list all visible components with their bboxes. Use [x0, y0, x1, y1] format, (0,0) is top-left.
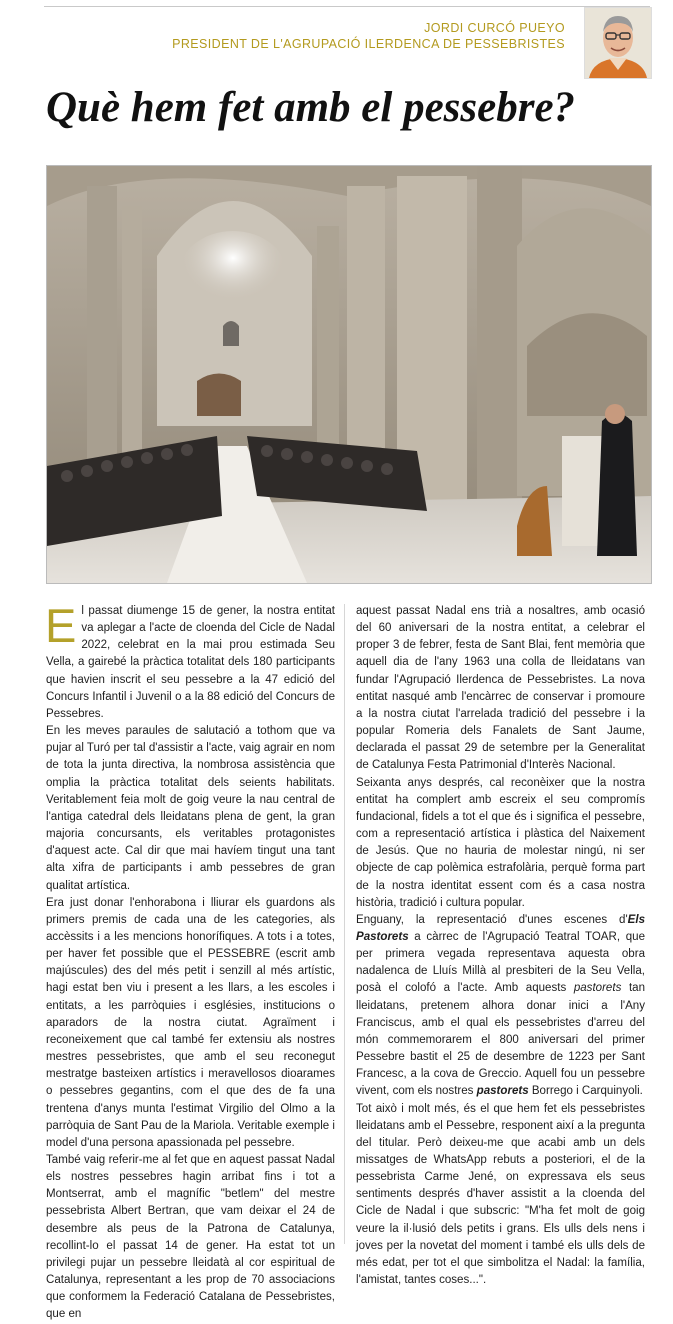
article-paragraph: També vaig referir-me al fet que en aquest passat Nadal els nostres pessebres hagin arribat fins i tot a Montserrat, amb el magnífic "betlem" del mestre pessebrista Albert Bertran, que vam deixar el 24 de desembre als peus de la Patrona de Catalunya, recollint-lo el passat 14 de gener. Ha estat tot un privilegi pujar un pessebre lleidatà al cor espiritual de Catalunya, representant a les prop de 70 associacions que conformem la Federació Catalana de Pessebristes, que en — [46, 1154, 335, 1321]
article-paragraph: Seixanta anys després, cal reconèixer que la nostra entitat ha complert amb escreix el seu compromís fundacional, fidels a tot el que és i significa el pessebre, com a representació artística i plàstica del Naixement de Jesús. Que no hauria de molestar ningú, ni ser objecte de cap polèmica estrafolària, perquè forma part de la nostra identitat essent com és a casa nostra història, tradició i cultura popular. — [356, 776, 645, 909]
article-column-left — [45, 599, 335, 1324]
italic-pastorets: pastorets — [573, 982, 622, 995]
author-name: JORDI CURCÓ PUEYO — [424, 21, 565, 35]
author-portrait — [584, 7, 652, 79]
article-paragraph: Tot això i molt més, és el que hem fet els pessebristes lleidatans amb el Pessebre, responent així a la pregunta del titular. Però deixeu-me que acabi amb un dels missatges de WhatsApp rebuts a posteriori, el de la pessebrista Carme Jené, on expressava els seus sentiments després d'haver assistit a la cloenda del Cicle de Nadal i que subscric: "M'ha fet molt de goig veure la il·lusió dels petits i grans. Els ulls dels nens i joves per la novetat del moment i també els ulls dels de més edat, per tot el que simbolitza el Nadal: la família, l'amistat, tantes coses...". — [356, 1102, 645, 1287]
top-rule — [44, 6, 650, 7]
paragraph-text: Enguany, la representació d'unes escenes d' — [356, 913, 628, 926]
title-els-pastorets: Els Pastorets — [356, 913, 645, 943]
paragraph-text: a càrrec de l'Agrupació Teatral TOAR, que per primera vegada representava aquesta obra nadalenca de Lluís Millà al presbiteri de la Seu Vella, posà el colofó a l'acte. Amb aquests — [356, 930, 645, 995]
article-paragraph: aquest passat Nadal ens trià a nosaltres, amb ocasió del 60 aniversari de la nostra entitat, a celebrar el proper 3 de febrer, festa de Sant Blai, fent memòria que aquell dia de l'any 1963 una colla de lleidatans van fundar l'Agrupació Ilerdenca de Pessebristes. La nova entitat nasqué amb l'encàrrec de conservar i promoure a la nostra ciutat l'arrelada tradició del pessebre i la popular Romeria dels Fanalets de Sant Jaume, declarada el passat 29 de setembre per la Generalitat de Catalunya Festa Patrimonial d'Interès Nacional. — [356, 605, 645, 772]
cathedral-photo — [46, 165, 652, 584]
paragraph-text: tan lleidatans, pretenem alhora donar inici a l'Any Franciscus, amb el qual els pessebristes d'arreu del món commemorarem el 800 aniversari del primer Pessebre bastit el 25 de desembre de 1223 per Sant Francesc, a la cova de Greccio. Aquell fou un pessebre vivent, com els nostres — [356, 982, 645, 1098]
article-paragraph — [356, 912, 645, 1101]
column-divider — [344, 604, 345, 1244]
paragraph-text: Borrego i Carquinyoli. — [528, 1085, 643, 1098]
paragraph-text: l passat diumenge 15 de gener, la nostra entitat va aplegar a l'acte de cloenda del Cicle de Nadal 2022, celebrat en la mai prou estimada Seu Vella, a gairebé la pràctica totalitat dels 180 participants que havien inscrit el seu pessebre a la 47 edició del Concurs Infantil i Juvenil o a la 88 edició del Concurs de Pessebres. — [46, 605, 335, 720]
author-role: PRESIDENT DE L'AGRUPACIÓ ILERDENCA DE PESSEBRISTES — [172, 37, 565, 51]
author-byline — [172, 20, 565, 52]
article-paragraph: En les meves paraules de salutació a tothom que va pujar al Turó per tal d'assistir a l'acte, vaig agrair en nom de tota la junta directiva, la nombrosa assistència que omplia la pràctica totalitat dels seients habilitats. Veritablement feia molt de goig veure la nau central de l'antiga catedral dels lleidatans plena de gent, la gran majoria concursants, els veritables protagonistes d'aquest acte. Cal dir que mai havíem tingut una tant alta xifra de participants i amb pessebres de gran qualitat artística. — [46, 725, 335, 892]
article-paragraph: Era just donar l'enhorabona i lliurar els guardons als primers premis de cada una de les categories, als accèssits i a les mencions honorífiques. A tots i a totes, per haver fet possible que el PESSEBRE (escrit amb majúscules) des del més petit i senzill al més artístic, hagi estat ben viu i present a les llars, a les escoles i entitats, a les parròquies i esglésies, institucions o aparadors de la nostra ciutat. Agraïment i reconeixement que cal també fer extensiu als nostres mestres pessebristes, que amb el seu reconegut mestratge basteixen artístics i meravellosos dioarames o pessebres gegantins, com el que des de fa una trentena d'anys munta l'estimat Virgilio del Olmo a la parròquia de Sant Pau de la Mariola. Veritable exemple i model d'una persona apassionada pel pessebre. — [46, 896, 335, 1149]
article-paragraph — [45, 599, 335, 723]
headline: Què hem fet amb el pessebre? — [46, 84, 576, 131]
dropcap: E — [45, 599, 77, 652]
article-column-right — [356, 603, 645, 1289]
italic-pastorets-bold: pastorets — [476, 1085, 529, 1098]
